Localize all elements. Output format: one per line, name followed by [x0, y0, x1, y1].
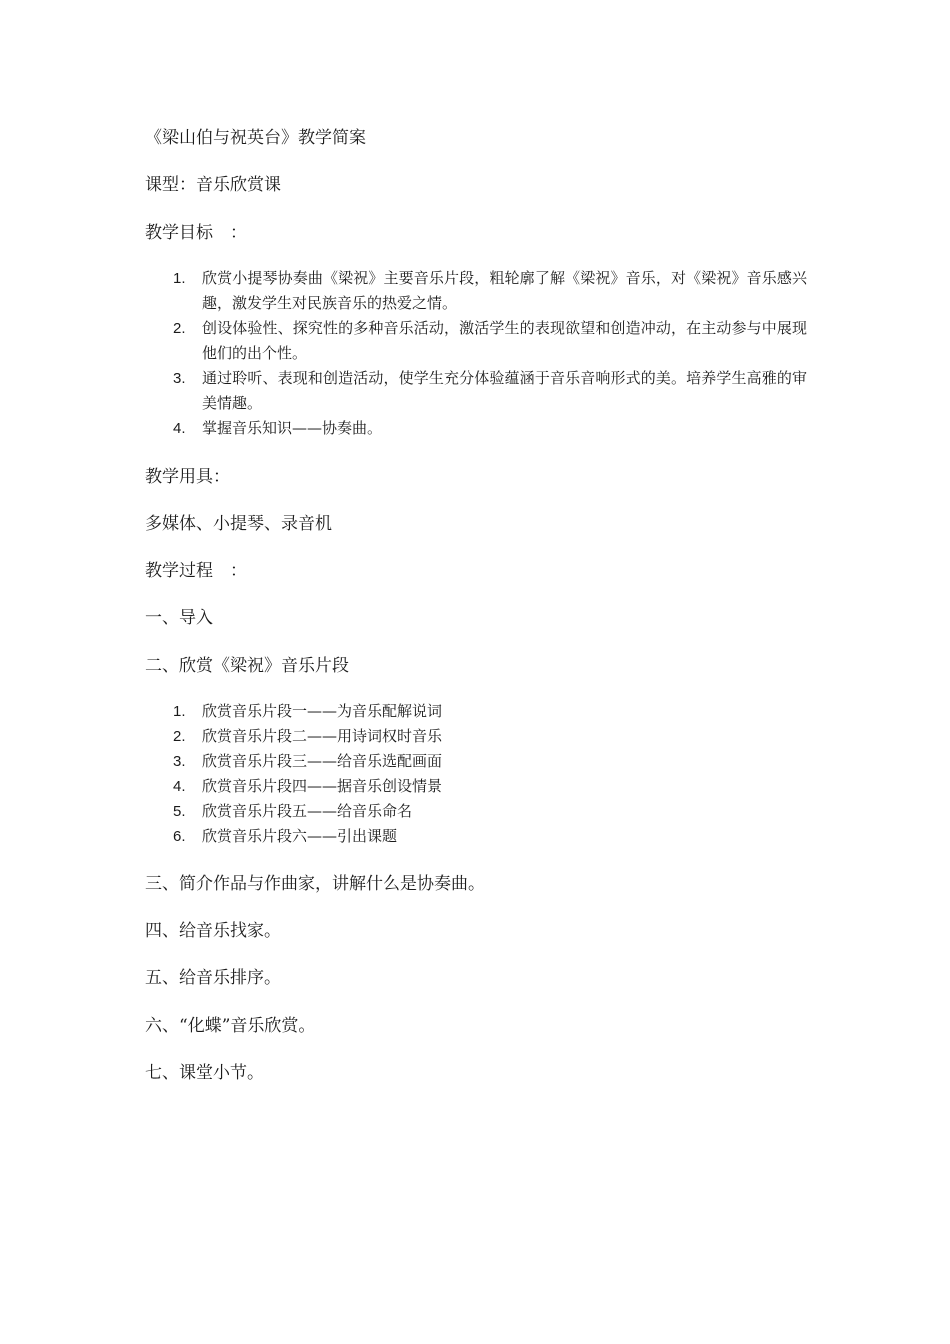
list-text: 通过聆听、表现和创造活动，使学生充分体验蕴涵于音乐音响形式的美。培养学生高雅的审美情趣。: [202, 369, 807, 412]
goals-heading: 教学目标 ：: [145, 223, 247, 243]
list-item: [145, 699, 807, 724]
step-7: 七、课堂小节。: [145, 1063, 264, 1083]
step-5: 五、给音乐排序。: [145, 968, 281, 988]
list-item: [145, 799, 807, 824]
list-item: [145, 724, 807, 749]
list-text: 创设体验性、探究性的多种音乐活动，激活学生的表现欲望和创造冲动，在主动参与中展现他们的出个性。: [202, 319, 807, 362]
list-item: [145, 416, 807, 441]
list-number: 5.: [173, 803, 186, 820]
tools-heading: 教学用具：: [145, 467, 230, 487]
list-text: 欣赏音乐片段三——给音乐选配画面: [202, 752, 443, 770]
step-2: 二、欣赏《梁祝》音乐片段: [145, 656, 349, 676]
step-3: 三、简介作品与作曲家，讲解什么是协奏曲。: [145, 874, 485, 894]
list-text: 欣赏音乐片段六——引出课题: [202, 827, 398, 845]
step-1: 一、导入: [145, 608, 213, 628]
list-item: [145, 749, 807, 774]
tools-list: 多媒体、小提琴、录音机: [145, 514, 332, 534]
list-number: 4.: [173, 778, 186, 795]
list-text: 掌握音乐知识——协奏曲。: [202, 419, 383, 437]
list-number: 3.: [173, 370, 186, 387]
list-item: [145, 774, 807, 799]
list-text: 欣赏音乐片段五——给音乐命名: [202, 802, 413, 820]
list-item: [145, 266, 807, 316]
goals-list: [145, 266, 807, 441]
process-heading: 教学过程 ：: [145, 561, 247, 581]
list-number: 1.: [173, 703, 186, 720]
step-6: 六、“化蝶”音乐欣赏。: [145, 1016, 316, 1036]
list-number: 4.: [173, 420, 186, 437]
list-text: 欣赏音乐片段一——为音乐配解说词: [202, 702, 443, 720]
list-text: 欣赏音乐片段二——用诗词权时音乐: [202, 727, 443, 745]
list-item: [145, 366, 807, 416]
list-text: 欣赏音乐片段四——据音乐创设情景: [202, 777, 443, 795]
lesson-type: 课型：音乐欣赏课: [145, 175, 281, 195]
document-title: 《梁山伯与祝英台》教学简案: [145, 128, 366, 148]
list-number: 6.: [173, 828, 186, 845]
segments-list: [145, 699, 807, 849]
list-text: 欣赏小提琴协奏曲《梁祝》主要音乐片段，粗轮廓了解《梁祝》音乐，对《梁祝》音乐感兴趣，激发学生对民族音乐的热爱之情。: [202, 269, 807, 312]
list-number: 2.: [173, 320, 186, 337]
list-item: [145, 824, 807, 849]
step-4: 四、给音乐找家。: [145, 921, 281, 941]
list-number: 1.: [173, 270, 186, 287]
list-item: [145, 316, 807, 366]
list-number: 3.: [173, 753, 186, 770]
list-number: 2.: [173, 728, 186, 745]
